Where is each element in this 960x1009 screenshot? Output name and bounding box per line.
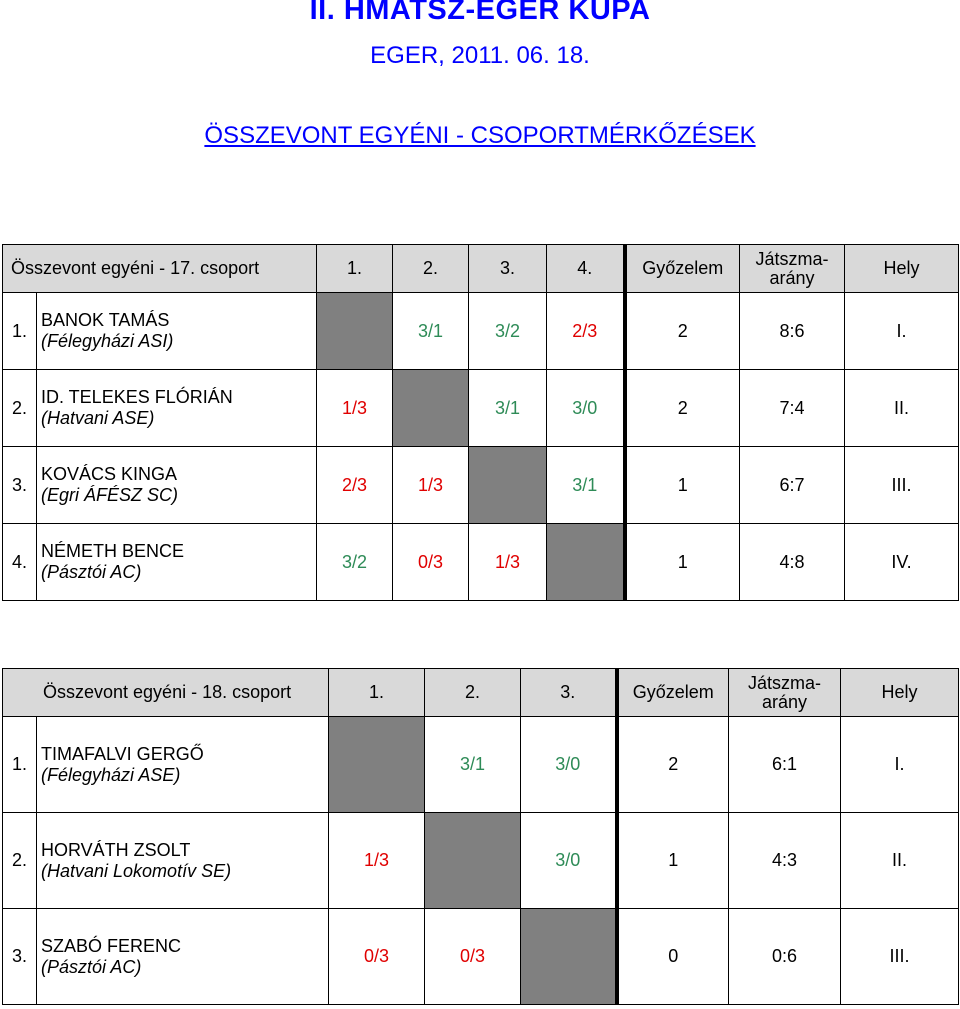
player-cell (37, 524, 317, 601)
result-cell: 3/0 (521, 813, 617, 909)
player-cell (37, 909, 329, 1005)
place-cell: III. (841, 909, 959, 1005)
col-header-1: 1. (329, 669, 425, 717)
result-cell: 3/1 (425, 717, 521, 813)
place-header: Hely (841, 669, 959, 717)
ratio-header (729, 669, 841, 717)
player-club: (Pásztói AC) (41, 956, 142, 977)
result-cell: 1/3 (469, 524, 547, 601)
col-header-3: 3. (521, 669, 617, 717)
group-17-table (2, 244, 959, 601)
result-cell: 0/3 (393, 524, 469, 601)
group-17-header-row (3, 245, 959, 293)
col-header-1: 1. (317, 245, 393, 293)
wins-cell: 2 (625, 370, 740, 447)
player-name: SZABÓ FERENC (41, 935, 182, 956)
player-name: BANOK TAMÁS (41, 310, 170, 330)
player-club: (Hatvani Lokomotív SE) (41, 860, 232, 881)
result-cell: 0/3 (425, 909, 521, 1005)
col-header-4: 4. (547, 245, 625, 293)
player-name: ID. TELEKES FLÓRIÁN (41, 387, 233, 407)
result-cell: 3/2 (469, 293, 547, 370)
table-row (3, 813, 959, 909)
ratio-header-line1: Játszma- (755, 248, 829, 269)
table-row (3, 717, 959, 813)
player-cell (37, 370, 317, 447)
blocked-cell (425, 813, 521, 909)
place-cell: IV. (845, 524, 959, 601)
ratio-header-line2: arány (761, 691, 808, 712)
player-cell (37, 293, 317, 370)
table-row (3, 909, 959, 1005)
player-club: (Hatvani ASE) (41, 408, 155, 428)
result-cell: 3/2 (317, 524, 393, 601)
result-cell: 3/0 (547, 370, 625, 447)
col-header-2: 2. (425, 669, 521, 717)
wins-header: Győzelem (625, 245, 740, 293)
place-cell: I. (841, 717, 959, 813)
player-name: TIMAFALVI GERGŐ (41, 743, 204, 764)
table-row (3, 370, 959, 447)
player-name: KOVÁCS KINGA (41, 464, 178, 484)
group-18-header-row (3, 669, 959, 717)
place-cell: III. (845, 447, 959, 524)
player-rank: 3. (3, 909, 37, 1005)
place-cell: I. (845, 293, 959, 370)
group-17-label: Összevont egyéni - 17. csoport (3, 245, 317, 293)
player-rank: 1. (3, 293, 37, 370)
result-cell: 1/3 (329, 813, 425, 909)
result-cell: 3/1 (547, 447, 625, 524)
result-cell: 1/3 (393, 447, 469, 524)
ratio-cell: 0:6 (729, 909, 841, 1005)
place-cell: II. (845, 370, 959, 447)
ratio-cell: 4:3 (729, 813, 841, 909)
table-row (3, 524, 959, 601)
section-heading: ÖSSZEVONT EGYÉNI - CSOPORTMÉRKŐZÉSEK (204, 122, 756, 149)
player-club: (Félegyházi ASE) (41, 764, 181, 785)
ratio-cell: 6:1 (729, 717, 841, 813)
wins-cell: 2 (617, 717, 729, 813)
player-cell (37, 447, 317, 524)
player-name: NÉMETH BENCE (41, 541, 185, 561)
ratio-cell: 4:8 (740, 524, 845, 601)
result-cell: 1/3 (317, 370, 393, 447)
player-rank: 2. (3, 370, 37, 447)
blocked-cell (547, 524, 625, 601)
wins-cell: 1 (617, 813, 729, 909)
event-date-line: EGER, 2011. 06. 18. (370, 42, 590, 69)
player-name: HORVÁTH ZSOLT (41, 839, 191, 860)
wins-cell: 0 (617, 909, 729, 1005)
page-title: II. HMATSZ-EGER KUPA (309, 0, 651, 26)
blocked-cell (393, 370, 469, 447)
wins-cell: 1 (625, 447, 740, 524)
blocked-cell (469, 447, 547, 524)
ratio-cell: 6:7 (740, 447, 845, 524)
player-cell (37, 717, 329, 813)
wins-header: Győzelem (617, 669, 729, 717)
result-cell: 2/3 (317, 447, 393, 524)
player-cell (37, 813, 329, 909)
wins-cell: 1 (625, 524, 740, 601)
player-club: (Félegyházi ASI) (41, 331, 174, 351)
ratio-header (740, 245, 845, 293)
col-header-3: 3. (469, 245, 547, 293)
ratio-header-line1: Játszma- (747, 672, 821, 693)
player-club: (Pásztói AC) (41, 562, 142, 582)
ratio-cell: 8:6 (740, 293, 845, 370)
place-cell: II. (841, 813, 959, 909)
blocked-cell (521, 909, 617, 1005)
result-cell: 0/3 (329, 909, 425, 1005)
blocked-cell (317, 293, 393, 370)
result-cell: 3/0 (521, 717, 617, 813)
result-cell: 2/3 (547, 293, 625, 370)
player-rank: 4. (3, 524, 37, 601)
table-row (3, 293, 959, 370)
player-club: (Egri ÁFÉSZ SC) (41, 485, 179, 505)
player-rank: 3. (3, 447, 37, 524)
result-cell: 3/1 (469, 370, 547, 447)
col-header-2: 2. (393, 245, 469, 293)
result-cell: 3/1 (393, 293, 469, 370)
group-18-label: Összevont egyéni - 18. csoport (3, 669, 329, 717)
ratio-header-line2: arány (769, 267, 815, 288)
place-header: Hely (845, 245, 959, 293)
group-18-table (2, 668, 959, 1005)
blocked-cell (329, 717, 425, 813)
player-rank: 2. (3, 813, 37, 909)
table-row (3, 447, 959, 524)
wins-cell: 2 (625, 293, 740, 370)
ratio-cell: 7:4 (740, 370, 845, 447)
player-rank: 1. (3, 717, 37, 813)
